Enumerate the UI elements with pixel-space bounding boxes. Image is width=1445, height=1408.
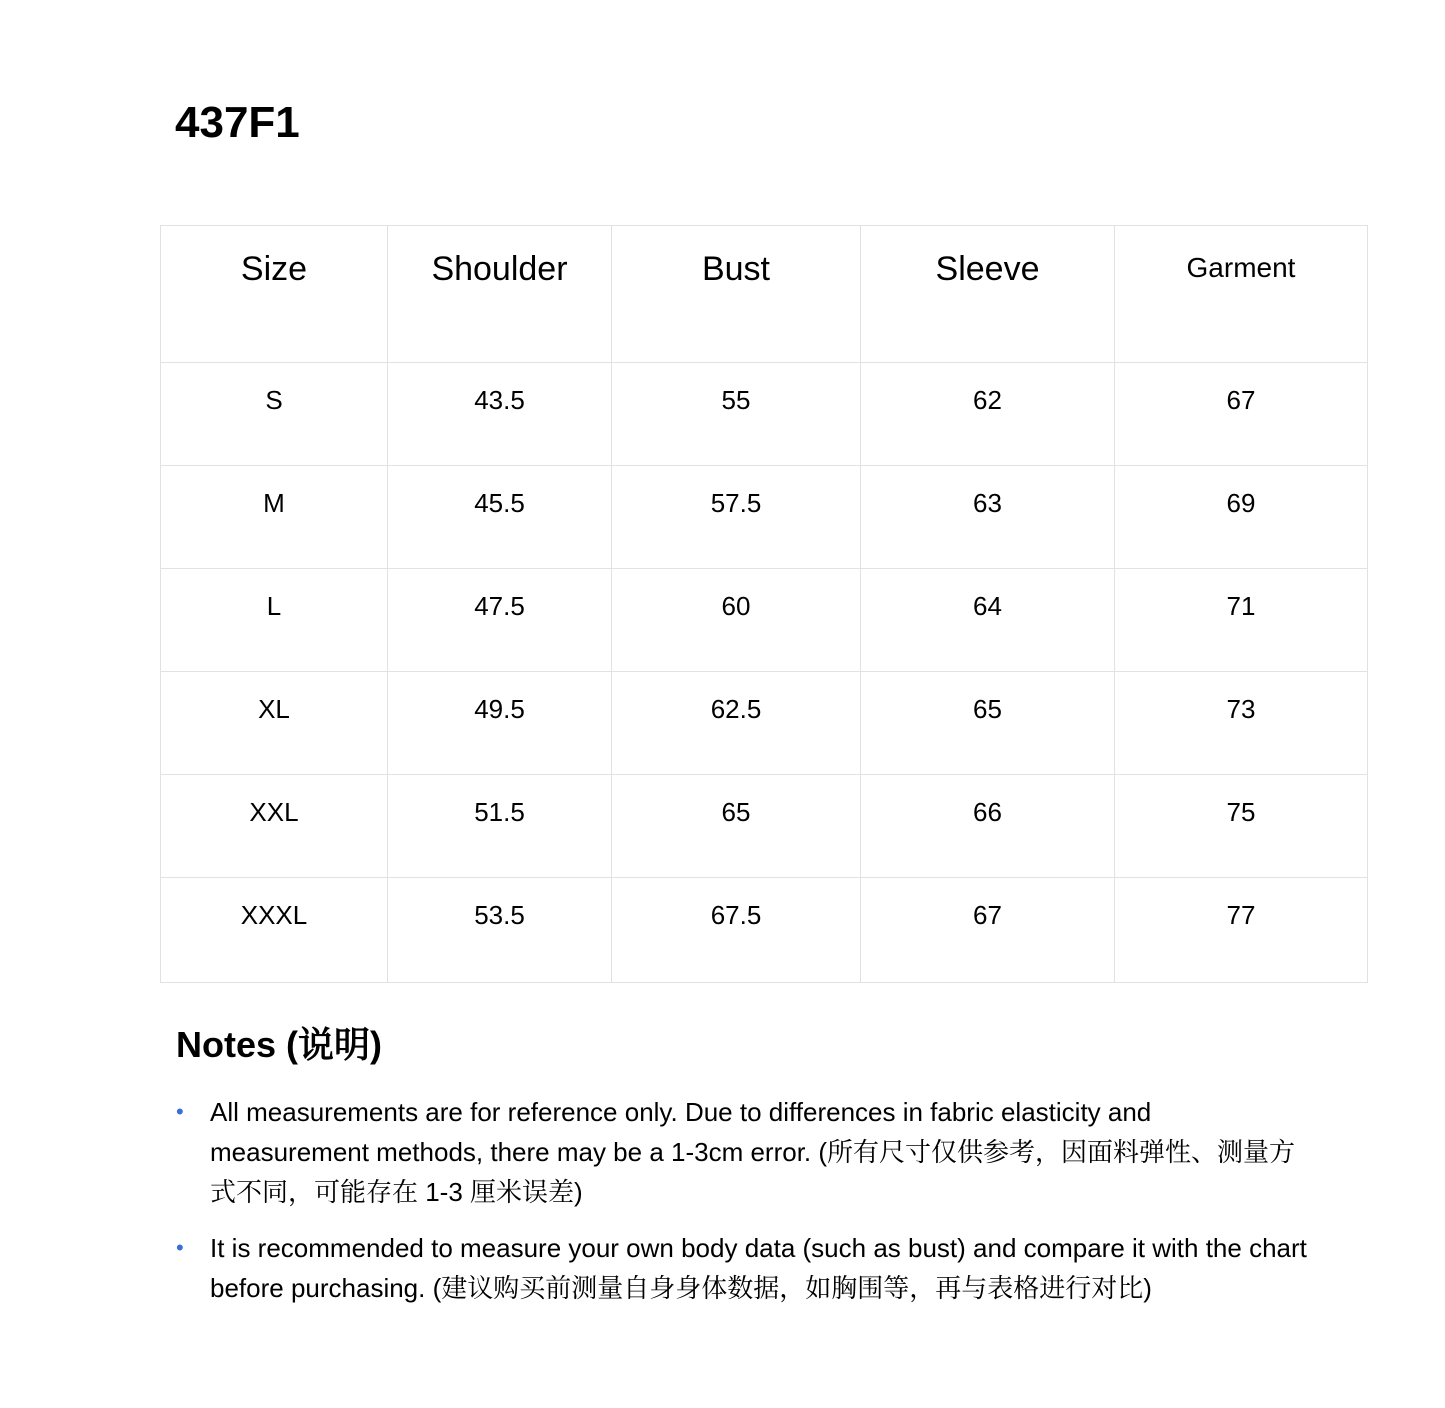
cell-sleeve: 65 bbox=[861, 672, 1115, 775]
header-garment: Garment bbox=[1115, 226, 1368, 363]
cell-bust: 60 bbox=[612, 569, 861, 672]
header-bust: Bust bbox=[612, 226, 861, 363]
cell-bust: 65 bbox=[612, 775, 861, 878]
cell-size: XL bbox=[161, 672, 388, 775]
cell-shoulder: 45.5 bbox=[388, 466, 612, 569]
table-row bbox=[161, 466, 1368, 569]
header-shoulder: Shoulder bbox=[388, 226, 612, 363]
notes-list bbox=[176, 1092, 1310, 1324]
cell-size: S bbox=[161, 363, 388, 466]
list-item bbox=[176, 1092, 1310, 1212]
cell-sleeve: 67 bbox=[861, 878, 1115, 983]
cell-garment: 69 bbox=[1115, 466, 1368, 569]
cell-garment: 67 bbox=[1115, 363, 1368, 466]
note-text: All measurements are for reference only. Due to differences in fabric elasticity and measurement methods, there may be a 1-3cm error. (所有尺寸仅供参考，因面料弹性、测量方式不同，可能存在 1-3 厘米误差) bbox=[210, 1097, 1296, 1207]
cell-shoulder: 43.5 bbox=[388, 363, 612, 466]
cell-bust: 57.5 bbox=[612, 466, 861, 569]
table-header-row bbox=[161, 226, 1368, 363]
bullet-dot-icon: • bbox=[176, 1099, 184, 1124]
table-row bbox=[161, 878, 1368, 983]
cell-sleeve: 64 bbox=[861, 569, 1115, 672]
cell-garment: 73 bbox=[1115, 672, 1368, 775]
cell-sleeve: 63 bbox=[861, 466, 1115, 569]
cell-sleeve: 66 bbox=[861, 775, 1115, 878]
cell-shoulder: 47.5 bbox=[388, 569, 612, 672]
size-chart-table bbox=[160, 225, 1368, 983]
cell-garment: 71 bbox=[1115, 569, 1368, 672]
cell-bust: 55 bbox=[612, 363, 861, 466]
cell-size: XXXL bbox=[161, 878, 388, 983]
cell-sleeve: 62 bbox=[861, 363, 1115, 466]
notes-heading: Notes (说明) bbox=[176, 1024, 382, 1065]
note-text: It is recommended to measure your own body data (such as bust) and compare it with the chart before purchasing. (建议购买前测量自身身体数据，如胸围等，再与表格进行对比) bbox=[210, 1233, 1307, 1303]
cell-size: M bbox=[161, 466, 388, 569]
bullet-dot-icon: • bbox=[176, 1235, 184, 1260]
table-row bbox=[161, 672, 1368, 775]
cell-shoulder: 49.5 bbox=[388, 672, 612, 775]
cell-size: L bbox=[161, 569, 388, 672]
cell-garment: 77 bbox=[1115, 878, 1368, 983]
cell-shoulder: 51.5 bbox=[388, 775, 612, 878]
header-sleeve: Sleeve bbox=[861, 226, 1115, 363]
table-row bbox=[161, 363, 1368, 466]
page-title: 437F1 bbox=[175, 98, 300, 147]
list-item bbox=[176, 1228, 1310, 1308]
cell-shoulder: 53.5 bbox=[388, 878, 612, 983]
table-row bbox=[161, 775, 1368, 878]
table-row bbox=[161, 569, 1368, 672]
cell-bust: 67.5 bbox=[612, 878, 861, 983]
cell-bust: 62.5 bbox=[612, 672, 861, 775]
cell-size: XXL bbox=[161, 775, 388, 878]
cell-garment: 75 bbox=[1115, 775, 1368, 878]
header-size: Size bbox=[161, 226, 388, 363]
